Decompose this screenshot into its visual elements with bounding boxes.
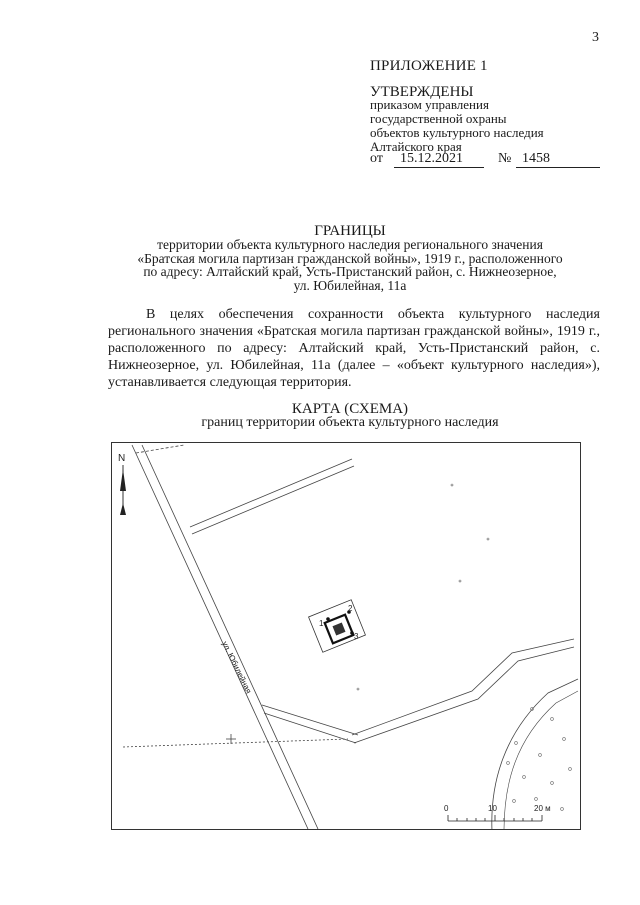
scale-label-0: 0: [444, 804, 449, 813]
document-subheading: [90, 238, 610, 292]
marker-icon: [226, 734, 236, 744]
order-line: государственной охраны: [370, 111, 507, 126]
order-block: [370, 98, 600, 154]
map-drawing: [112, 443, 580, 829]
number-prefix: №: [498, 151, 512, 166]
scale-label-20: 20 м: [534, 804, 551, 813]
order-date-number: [370, 151, 610, 171]
order-number: 1458: [516, 151, 600, 168]
order-date: 15.12.2021: [394, 151, 484, 168]
map-title: КАРТА (СХЕМА): [291, 401, 409, 417]
scale-label-10: 10: [488, 804, 497, 813]
street-road: [132, 445, 318, 829]
boundary-map: [111, 442, 581, 830]
body-paragraph: [108, 306, 600, 391]
point-label-1: 1: [319, 619, 324, 628]
order-line: объектов культурного наследия: [370, 125, 544, 140]
point-label-3: 3: [354, 632, 359, 641]
appendix-label: ПРИЛОЖЕНИЕ 1: [370, 58, 488, 74]
document-heading: ГРАНИЦЫ: [314, 223, 386, 239]
upper-lane: [190, 459, 354, 534]
north-arrow-icon: [118, 453, 126, 515]
subheading-line: «Братская могила партизан гражданской войны», 1919 г., расположенного: [137, 250, 563, 266]
approved-label: УТВЕРЖДЕНЫ: [370, 84, 474, 100]
subheading-line: территории объекта культурного наследия регионального значения: [157, 237, 543, 252]
order-line: приказом управления: [370, 97, 489, 112]
page-number: 3: [592, 30, 599, 45]
paragraph-text: В целях обеспечения сохранности объекта культурного наследия регионального значения «Братская могила партизан гражданской войны», 1919 г., расположенного по адресу: Алтайский край, Усть-Пристанский район, с. Нижнеозерное, ул. Юбилейная, 11а (далее – «объект культурного наследия»), устанавливается следующая территория.: [108, 307, 600, 390]
subheading-line: по адресу: Алтайский край, Усть-Пристанский район, с. Нижнеозерное,: [143, 264, 557, 279]
map-subtitle: границ территории объекта культурного наследия: [201, 415, 499, 430]
date-prefix: от: [370, 151, 383, 166]
order-line: Алтайского края: [370, 139, 462, 154]
scale-bar: [448, 815, 542, 821]
point-label-2: 2: [348, 604, 353, 613]
street-label: ул. Юбилейная: [220, 639, 254, 695]
north-label: N: [118, 453, 126, 464]
subheading-line: ул. Юбилейная, 11а: [293, 277, 407, 293]
object-boundary: [309, 600, 366, 652]
lower-lanes: [123, 639, 574, 747]
